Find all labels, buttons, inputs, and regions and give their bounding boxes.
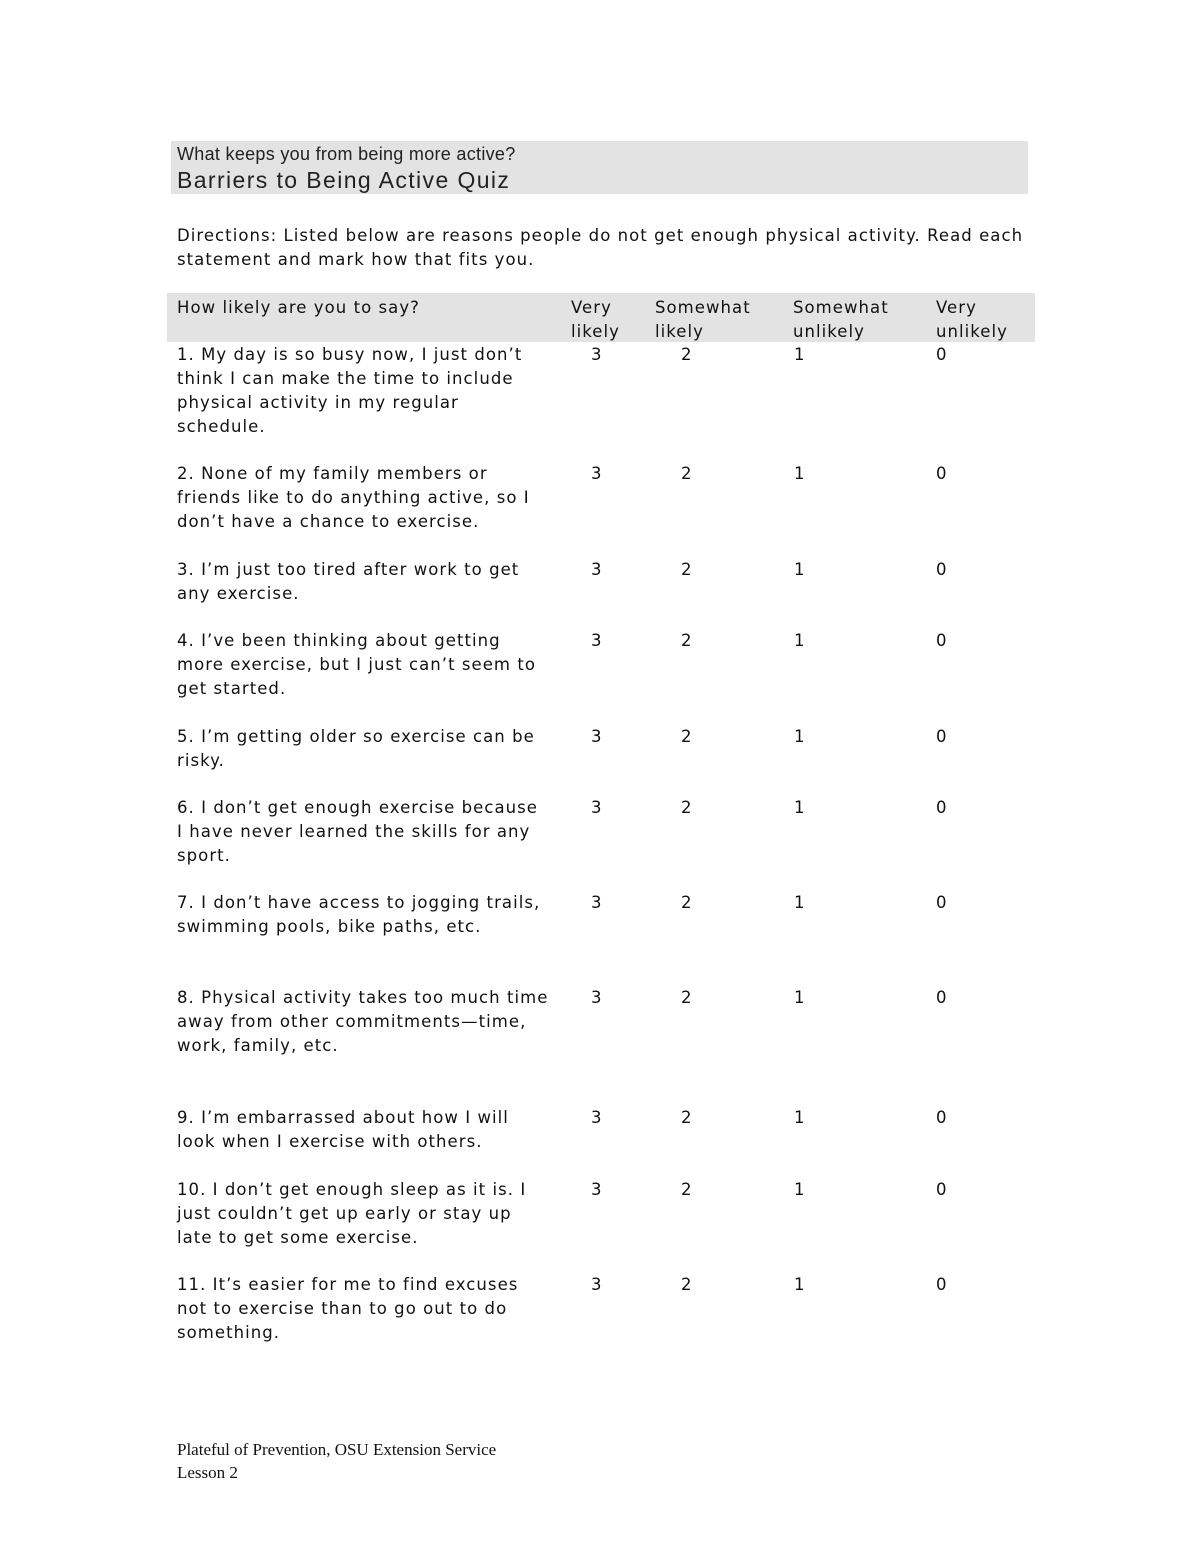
page-title: Barriers to Being Active Quiz <box>177 167 511 193</box>
question-text: 3. I’m just too tired after work to get any exercise. <box>177 560 520 603</box>
question-text: 4. I’ve been thinking about getting more exercise, but I just can’t seem to get started. <box>177 631 537 698</box>
column-header-very-likely: Very likely <box>571 298 620 341</box>
score-somewhat-likely[interactable]: 2 <box>681 1275 692 1294</box>
score-very-likely[interactable]: 3 <box>591 798 602 817</box>
question-text: 5. I’m getting older so exercise can be risky. <box>177 727 535 770</box>
question-text: 11. It’s easier for me to find excuses not to exercise than to go out to do something. <box>177 1275 519 1342</box>
score-very-likely[interactable]: 3 <box>591 893 602 912</box>
score-very-unlikely[interactable]: 0 <box>936 1275 947 1294</box>
score-somewhat-likely[interactable]: 2 <box>681 727 692 746</box>
score-very-unlikely[interactable]: 0 <box>936 1108 947 1127</box>
score-somewhat-likely[interactable]: 2 <box>681 893 692 912</box>
score-very-unlikely[interactable]: 0 <box>936 560 947 579</box>
column-header-very-unlikely: Very unlikely <box>936 298 1008 341</box>
score-very-likely[interactable]: 3 <box>591 988 602 1007</box>
score-somewhat-likely[interactable]: 2 <box>681 464 692 483</box>
score-very-likely[interactable]: 3 <box>591 1275 602 1294</box>
score-very-likely[interactable]: 3 <box>591 560 602 579</box>
column-header-question: How likely are you to say? <box>177 298 420 317</box>
question-text: 9. I’m embarrassed about how I will look when I exercise with others. <box>177 1108 509 1151</box>
score-very-likely[interactable]: 3 <box>591 464 602 483</box>
score-somewhat-unlikely[interactable]: 1 <box>794 893 805 912</box>
page-subtitle: What keeps you from being more active? <box>177 144 516 164</box>
score-somewhat-unlikely[interactable]: 1 <box>794 464 805 483</box>
score-somewhat-likely[interactable]: 2 <box>681 1180 692 1199</box>
footer-source: Plateful of Prevention, OSU Extension Service <box>177 1440 497 1459</box>
score-very-likely[interactable]: 3 <box>591 631 602 650</box>
score-somewhat-likely[interactable]: 2 <box>681 631 692 650</box>
score-very-likely[interactable]: 3 <box>591 727 602 746</box>
score-very-unlikely[interactable]: 0 <box>936 1180 947 1199</box>
score-somewhat-unlikely[interactable]: 1 <box>794 345 805 364</box>
score-very-unlikely[interactable]: 0 <box>936 631 947 650</box>
score-somewhat-unlikely[interactable]: 1 <box>794 798 805 817</box>
question-text: 1. My day is so busy now, I just don’t think I can make the time to include physical activity in my regular schedule. <box>177 345 523 436</box>
question-text: 8. Physical activity takes too much time away from other commitments—time, work, family, etc. <box>177 988 549 1055</box>
score-very-unlikely[interactable]: 0 <box>936 893 947 912</box>
score-very-unlikely[interactable]: 0 <box>936 727 947 746</box>
score-somewhat-unlikely[interactable]: 1 <box>794 1180 805 1199</box>
column-header-somewhat-unlikely: Somewhat unlikely <box>793 298 889 341</box>
score-very-likely[interactable]: 3 <box>591 1108 602 1127</box>
question-text: 7. I don’t have access to jogging trails, swimming pools, bike paths, etc. <box>177 893 541 936</box>
score-somewhat-unlikely[interactable]: 1 <box>794 727 805 746</box>
column-header-somewhat-likely: Somewhat likely <box>655 298 751 341</box>
score-very-unlikely[interactable]: 0 <box>936 345 947 364</box>
score-very-likely[interactable]: 3 <box>591 345 602 364</box>
score-somewhat-likely[interactable]: 2 <box>681 560 692 579</box>
score-somewhat-unlikely[interactable]: 1 <box>794 1108 805 1127</box>
score-somewhat-unlikely[interactable]: 1 <box>794 988 805 1007</box>
score-somewhat-likely[interactable]: 2 <box>681 1108 692 1127</box>
score-somewhat-likely[interactable]: 2 <box>681 345 692 364</box>
score-very-unlikely[interactable]: 0 <box>936 988 947 1007</box>
score-somewhat-likely[interactable]: 2 <box>681 798 692 817</box>
question-text: 6. I don’t get enough exercise because I have never learned the skills for any sport. <box>177 798 539 865</box>
question-text: 10. I don’t get enough sleep as it is. I just couldn’t get up early or stay up late to get some exercise. <box>177 1180 527 1247</box>
score-very-likely[interactable]: 3 <box>591 1180 602 1199</box>
score-somewhat-unlikely[interactable]: 1 <box>794 1275 805 1294</box>
score-somewhat-likely[interactable]: 2 <box>681 988 692 1007</box>
quiz-table-header <box>167 293 1035 342</box>
score-somewhat-unlikely[interactable]: 1 <box>794 560 805 579</box>
score-very-unlikely[interactable]: 0 <box>936 464 947 483</box>
footer-lesson: Lesson 2 <box>177 1463 238 1482</box>
footer <box>177 1438 496 1484</box>
directions-text: Directions: Listed below are reasons people do not get enough physical activity. Read each statement and mark how that fits you. <box>177 226 1024 269</box>
score-very-unlikely[interactable]: 0 <box>936 798 947 817</box>
title-banner <box>171 141 1028 194</box>
score-somewhat-unlikely[interactable]: 1 <box>794 631 805 650</box>
question-text: 2. None of my family members or friends like to do anything active, so I don’t have a chance to exercise. <box>177 464 530 531</box>
